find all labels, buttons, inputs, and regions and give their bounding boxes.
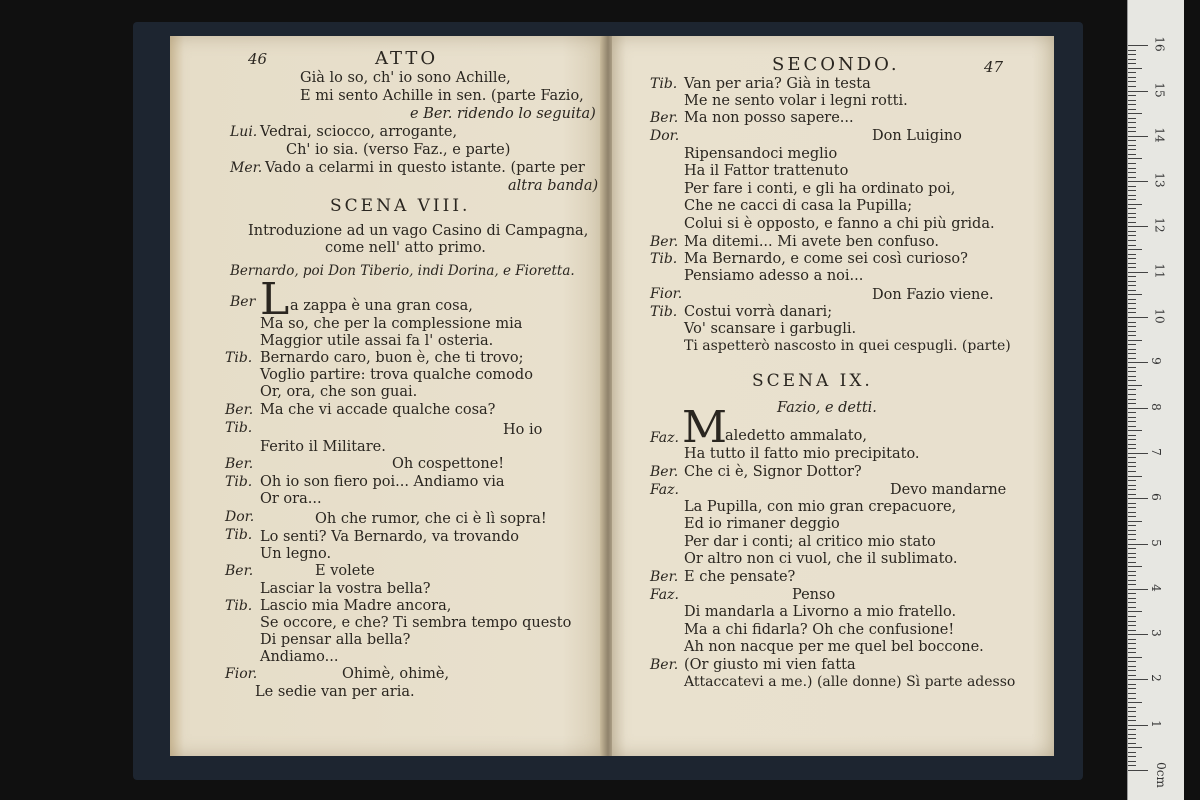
ruler-tick	[1128, 412, 1136, 413]
right-page	[612, 36, 1054, 756]
ruler-tick	[1128, 747, 1142, 748]
ruler-tick	[1128, 756, 1136, 757]
ruler-tick	[1128, 593, 1136, 594]
ruler-tick	[1128, 186, 1136, 187]
ruler-label: 11	[1152, 263, 1167, 279]
ruler-tick	[1128, 385, 1142, 386]
stage-direction: e Ber. ridendo lo seguita)	[410, 106, 596, 122]
ruler-tick	[1128, 562, 1136, 563]
dialogue-line: Ah non nacque per me quel bel boccone.	[684, 639, 984, 655]
ruler-tick	[1128, 163, 1136, 164]
ruler-tick	[1128, 68, 1142, 69]
dialogue-line: (Or giusto mi vien fatta	[684, 657, 856, 673]
ruler-label: 5	[1148, 538, 1163, 547]
ruler-tick	[1128, 684, 1136, 685]
ruler-tick	[1128, 666, 1136, 667]
ruler-tick	[1128, 349, 1136, 350]
ruler-tick	[1128, 177, 1136, 178]
ruler-tick	[1128, 584, 1136, 585]
ruler-tick	[1128, 353, 1136, 354]
ruler-tick	[1128, 408, 1148, 409]
ruler-label: 15	[1152, 81, 1167, 98]
ruler-tick	[1128, 113, 1142, 114]
ruler-tick	[1128, 331, 1136, 332]
verse-line: Ch' io sia. (verso Faz., e parte)	[286, 142, 511, 158]
ruler-tick	[1128, 430, 1142, 431]
speaker: Ber.	[650, 110, 679, 126]
ruler-label: 6	[1148, 493, 1163, 502]
ruler-tick	[1128, 711, 1136, 712]
ruler-tick	[1128, 63, 1136, 64]
ruler-label: 9	[1148, 357, 1163, 366]
dialogue-line: Don Luigino	[872, 128, 962, 144]
ruler-label: 12	[1152, 217, 1167, 234]
ruler-tick	[1128, 81, 1136, 82]
dialogue-line: Se occore, e che? Ti sembra tempo questo	[260, 615, 572, 631]
ruler-tick	[1128, 362, 1148, 363]
dialogue-line: Devo mandarne	[890, 482, 1007, 498]
ruler-tick	[1128, 371, 1136, 372]
ruler-tick	[1128, 607, 1136, 608]
ruler-tick	[1128, 276, 1136, 277]
scene-description: Introduzione ad un vago Casino di Campagna,	[248, 223, 589, 239]
speaker: Tib.	[225, 527, 253, 543]
ruler-label: 14	[1152, 127, 1167, 143]
ruler-tick	[1128, 688, 1136, 689]
dialogue-line: Di mandarla a Livorno a mio fratello.	[684, 604, 957, 620]
drop-cap: M	[682, 402, 728, 453]
speaker: Ber.	[225, 402, 254, 418]
speaker: Ber.	[225, 563, 254, 579]
ruler-tick	[1128, 240, 1136, 241]
ruler-tick	[1128, 399, 1136, 400]
speaker: Ber.	[225, 456, 254, 472]
dialogue-line: Ma a chi fidarla? Oh che confusione!	[684, 622, 955, 638]
ruler-tick	[1128, 448, 1136, 449]
dialogue-line: Ti aspetterò nascosto in quei cespugli. (parte)	[684, 338, 1011, 354]
speaker: Dor.	[650, 128, 680, 144]
speaker: Ber	[230, 294, 256, 310]
dialogue-line: La Pupilla, con mio gran crepacuore,	[684, 499, 957, 515]
ruler-tick	[1128, 122, 1136, 123]
ruler-tick	[1128, 516, 1136, 517]
ruler-tick	[1128, 476, 1142, 477]
dialogue-line: Che ne cacci di casa la Pupilla;	[684, 198, 913, 214]
ruler-tick	[1128, 127, 1136, 128]
ruler-tick	[1128, 571, 1136, 572]
speaker: Tib.	[225, 474, 253, 490]
dialogue-line: Maggior utile assai fa l' osteria.	[260, 333, 494, 349]
verse-line: Già lo so, ch' io sono Achille,	[300, 70, 511, 86]
ruler-tick	[1128, 761, 1136, 762]
ruler-tick	[1128, 652, 1136, 653]
speaker: Mer.	[230, 160, 263, 176]
ruler-tick	[1128, 104, 1136, 105]
dialogue-line: Or, ora, che son guai.	[260, 384, 418, 400]
ruler-tick	[1128, 439, 1136, 440]
dialogue-line: Ma ditemi... Mi avete ben confuso.	[684, 234, 940, 250]
scene-title: SCENA VIII.	[330, 196, 471, 216]
ruler-tick	[1128, 340, 1142, 341]
left-page	[170, 36, 606, 756]
verse-line: Vado a celarmi in questo istante. (parte per	[265, 160, 585, 176]
ruler-tick	[1128, 308, 1136, 309]
ruler-tick	[1128, 553, 1136, 554]
dialogue-line: Per fare i conti, e gli ha ordinato poi,	[684, 181, 956, 197]
ruler-tick	[1128, 675, 1136, 676]
scene-description: come nell' atto primo.	[325, 240, 486, 256]
dialogue-line: Ho io	[503, 422, 543, 438]
ruler-tick	[1128, 589, 1148, 590]
ruler-tick	[1128, 679, 1148, 680]
dialogue-line: Oh cospettone!	[392, 456, 505, 472]
ruler-tick	[1128, 534, 1136, 535]
dialogue-line: Lasciar la vostra bella?	[260, 581, 431, 597]
speaker: Tib.	[650, 304, 678, 320]
speaker: Ber.	[650, 464, 679, 480]
ruler-label: 2	[1148, 674, 1163, 683]
dialogue-line: Vo' scansare i garbugli.	[684, 321, 857, 337]
ruler-tick	[1128, 530, 1136, 531]
ruler-tick	[1128, 213, 1136, 214]
ruler-tick	[1128, 50, 1136, 51]
ruler-tick	[1128, 91, 1148, 92]
ruler-tick	[1128, 693, 1136, 694]
speaker: Ber.	[650, 234, 679, 250]
ruler-tick	[1128, 621, 1136, 622]
ruler-label: 7	[1148, 448, 1163, 456]
dialogue-line: Ferito il Militare.	[260, 439, 386, 455]
ruler-tick	[1128, 765, 1136, 766]
speaker: Faz.	[650, 430, 679, 446]
ruler-tick	[1128, 322, 1136, 323]
ruler-label: 4	[1148, 583, 1163, 592]
ruler-tick	[1128, 743, 1136, 744]
dialogue-line: Colui si è opposto, e fanno a chi più grida.	[684, 216, 995, 232]
ruler-tick	[1128, 204, 1142, 205]
ruler-tick	[1128, 45, 1148, 46]
dialogue-line: Don Fazio viene.	[872, 287, 994, 303]
ruler-tick	[1128, 168, 1136, 169]
dialogue-line: Oh che rumor, che ci è lì sopra!	[315, 511, 547, 527]
ruler-tick	[1128, 326, 1136, 327]
speaker: Faz.	[650, 587, 679, 603]
dialogue-line: Van per aria? Già in testa	[684, 76, 871, 92]
speaker: Tib.	[650, 251, 678, 267]
ruler-tick	[1128, 602, 1136, 603]
dialogue-line: E che pensate?	[684, 569, 796, 585]
dialogue-line: Pensiamo adesso a noi...	[684, 268, 864, 284]
dialogue-line: Or ora...	[260, 491, 322, 507]
ruler-tick	[1128, 235, 1136, 236]
dialogue-line: aledetto ammalato,	[725, 428, 867, 444]
ruler-tick	[1128, 616, 1136, 617]
ruler-tick	[1128, 263, 1136, 264]
ruler-tick	[1128, 172, 1136, 173]
ruler-tick	[1128, 611, 1142, 612]
character-list: Fazio, e detti.	[777, 400, 877, 416]
dialogue-line: Ha tutto il fatto mio precipitato.	[684, 446, 920, 462]
ruler-tick	[1128, 417, 1136, 418]
stage-direction: altra banda)	[508, 178, 599, 194]
ruler-tick	[1128, 245, 1136, 246]
dialogue-line: Attaccatevi a me.) (alle donne) Sì parte adesso	[684, 674, 1016, 690]
speaker: Tib.	[225, 598, 253, 614]
ruler-tick	[1128, 661, 1136, 662]
ruler-tick	[1128, 525, 1136, 526]
ruler-tick	[1128, 217, 1136, 218]
ruler-tick	[1128, 725, 1148, 726]
dialogue-line: Di pensar alla bella?	[260, 632, 411, 648]
speaker: Fior.	[650, 286, 683, 302]
dialogue-line: Ma che vi accade qualche cosa?	[260, 402, 496, 418]
speaker: Tib.	[225, 420, 253, 436]
ruler-tick	[1128, 136, 1148, 137]
ruler-tick	[1128, 471, 1136, 472]
ruler-tick	[1128, 494, 1136, 495]
ruler-tick	[1128, 580, 1136, 581]
ruler-tick	[1128, 752, 1136, 753]
ruler-tick	[1128, 312, 1136, 313]
dialogue-line: Costui vorrà danari;	[684, 304, 833, 320]
ruler-tick	[1128, 512, 1136, 513]
verse-line: Vedrai, sciocco, arrogante,	[260, 124, 458, 140]
dialogue-line: Ha il Fattor trattenuto	[684, 163, 849, 179]
ruler-tick	[1128, 86, 1136, 87]
ruler-tick	[1128, 285, 1136, 286]
ruler-tick	[1128, 625, 1136, 626]
ruler-tick	[1128, 267, 1136, 268]
ruler-tick	[1128, 54, 1136, 55]
ruler-tick	[1128, 544, 1148, 545]
dialogue-line: Ma Bernardo, e come sei così curioso?	[684, 251, 968, 267]
dialogue-line: Andiamo...	[260, 649, 339, 665]
ruler-tick	[1128, 208, 1136, 209]
dialogue-line: Ma non posso sapere...	[684, 110, 854, 126]
ruler-label: 16	[1152, 36, 1167, 52]
verse-line: E mi sento Achille in sen. (parte Fazio,	[300, 88, 584, 104]
ruler-label: 10	[1152, 308, 1167, 324]
ruler-tick	[1128, 195, 1136, 196]
speaker: Tib.	[225, 350, 253, 366]
ruler-unit-label: 0cm	[1153, 762, 1168, 788]
ruler-tick	[1128, 303, 1136, 304]
ruler-tick	[1128, 249, 1142, 250]
ruler-tick	[1128, 149, 1136, 150]
dialogue-line: Me ne sento volar i legni rotti.	[684, 93, 908, 109]
ruler-tick	[1128, 281, 1136, 282]
ruler-tick	[1128, 199, 1136, 200]
ruler-tick	[1128, 367, 1136, 368]
page-number: 46	[248, 50, 268, 68]
ruler-tick	[1128, 344, 1136, 345]
ruler-tick	[1128, 59, 1136, 60]
ruler-tick	[1128, 403, 1136, 404]
dialogue-line: Or altro non ci vuol, che il sublimato.	[684, 551, 958, 567]
ruler-tick	[1128, 109, 1136, 110]
ruler-tick	[1128, 503, 1136, 504]
drop-cap: L	[260, 274, 290, 325]
ruler-tick	[1128, 131, 1136, 132]
running-head: ATTO	[375, 48, 439, 69]
ruler-tick	[1128, 466, 1136, 467]
ruler-tick	[1128, 720, 1136, 721]
ruler-tick	[1128, 77, 1136, 78]
ruler-tick	[1128, 462, 1136, 463]
speaker: Tib.	[650, 76, 678, 92]
speaker: Faz.	[650, 482, 679, 498]
ruler-tick	[1128, 294, 1142, 295]
page-number: 47	[984, 58, 1004, 76]
ruler-tick	[1128, 566, 1142, 567]
scene-title: SCENA IX.	[752, 371, 873, 391]
dialogue-line: Ripensandoci meglio	[684, 146, 838, 162]
ruler-tick	[1128, 421, 1136, 422]
ruler-tick	[1128, 435, 1136, 436]
ruler-tick	[1128, 738, 1136, 739]
speaker: Lui.	[230, 124, 258, 140]
ruler-tick	[1128, 643, 1136, 644]
ruler-tick	[1128, 358, 1136, 359]
dialogue-line: Ma so, che per la complessione mia	[260, 316, 523, 332]
ruler-tick	[1128, 154, 1136, 155]
ruler-tick	[1128, 394, 1136, 395]
dialogue-line: Voglio partire: trova qualche comodo	[260, 367, 533, 383]
ruler-tick	[1128, 734, 1136, 735]
ruler-tick	[1128, 575, 1136, 576]
ruler-label: 1	[1148, 719, 1163, 728]
speaker: Ber.	[650, 569, 679, 585]
ruler-tick	[1128, 457, 1136, 458]
ruler-tick	[1128, 254, 1136, 255]
ruler-tick	[1128, 317, 1148, 318]
measurement-ruler	[1127, 0, 1184, 800]
ruler-tick	[1128, 557, 1136, 558]
dialogue-line: Oh io son fiero poi... Andiamo via	[260, 474, 505, 490]
ruler-tick	[1128, 95, 1136, 96]
ruler-tick	[1128, 140, 1136, 141]
ruler-tick	[1128, 181, 1148, 182]
ruler-tick	[1128, 226, 1148, 227]
ruler-tick	[1128, 539, 1136, 540]
ruler-tick	[1128, 145, 1136, 146]
ruler-tick	[1128, 598, 1136, 599]
ruler-tick	[1128, 770, 1148, 771]
dialogue-line: Lo senti? Va Bernardo, va trovando	[260, 529, 520, 545]
ruler-tick	[1128, 630, 1136, 631]
ruler-tick	[1128, 190, 1136, 191]
ruler-tick	[1128, 716, 1136, 717]
dialogue-line: Ohimè, ohimè,	[342, 666, 450, 682]
ruler-tick	[1128, 389, 1136, 390]
ruler-tick	[1128, 231, 1136, 232]
character-list: Bernardo, poi Don Tiberio, indi Dorina, e Fioretta.	[230, 263, 575, 279]
ruler-label: 8	[1148, 402, 1163, 411]
ruler-tick	[1128, 335, 1136, 336]
ruler-tick	[1128, 426, 1136, 427]
ruler-tick	[1128, 639, 1136, 640]
dialogue-line: Ed io rimaner deggio	[684, 516, 840, 532]
dialogue-line: Bernardo caro, buon è, che ti trovo;	[260, 350, 524, 366]
ruler-tick	[1128, 657, 1142, 658]
ruler-tick	[1128, 380, 1136, 381]
ruler-label: 3	[1148, 629, 1163, 637]
speaker: Ber.	[650, 657, 679, 673]
ruler-tick	[1128, 158, 1142, 159]
ruler-tick	[1128, 290, 1136, 291]
ruler-label: 13	[1152, 172, 1167, 188]
dialogue-line: E volete	[315, 563, 375, 579]
ruler-tick	[1128, 258, 1136, 259]
ruler-tick	[1128, 729, 1136, 730]
dialogue-line: Che ci è, Signor Dottor?	[684, 464, 862, 480]
ruler-tick	[1128, 118, 1136, 119]
ruler-tick	[1128, 670, 1136, 671]
ruler-tick	[1128, 222, 1136, 223]
ruler-tick	[1128, 485, 1136, 486]
dialogue-line: Le sedie van per aria.	[255, 684, 415, 700]
ruler-tick	[1128, 521, 1142, 522]
ruler-tick	[1128, 480, 1136, 481]
dialogue-line: Per dar i conti; al critico mio stato	[684, 534, 936, 550]
ruler-tick	[1128, 444, 1136, 445]
ruler-tick	[1128, 507, 1136, 508]
ruler-tick	[1128, 376, 1136, 377]
ruler-tick	[1128, 100, 1136, 101]
ruler-tick	[1128, 648, 1136, 649]
dialogue-line: a zappa è una gran cosa,	[290, 298, 473, 314]
dialogue-line: Un legno.	[260, 546, 332, 562]
ruler-tick	[1128, 272, 1148, 273]
ruler-tick	[1128, 707, 1136, 708]
dialogue-line: Penso	[792, 587, 836, 603]
speaker: Dor.	[225, 509, 255, 525]
ruler-tick	[1128, 299, 1136, 300]
running-head: SECONDO.	[772, 54, 900, 75]
ruler-tick	[1128, 698, 1136, 699]
dialogue-line: Lascio mia Madre ancora,	[260, 598, 452, 614]
ruler-tick	[1128, 702, 1142, 703]
ruler-tick	[1128, 72, 1136, 73]
ruler-tick	[1128, 489, 1136, 490]
ruler-tick	[1128, 634, 1148, 635]
speaker: Fior.	[225, 666, 258, 682]
ruler-tick	[1128, 548, 1136, 549]
ruler-tick	[1128, 453, 1148, 454]
ruler-tick	[1128, 498, 1148, 499]
